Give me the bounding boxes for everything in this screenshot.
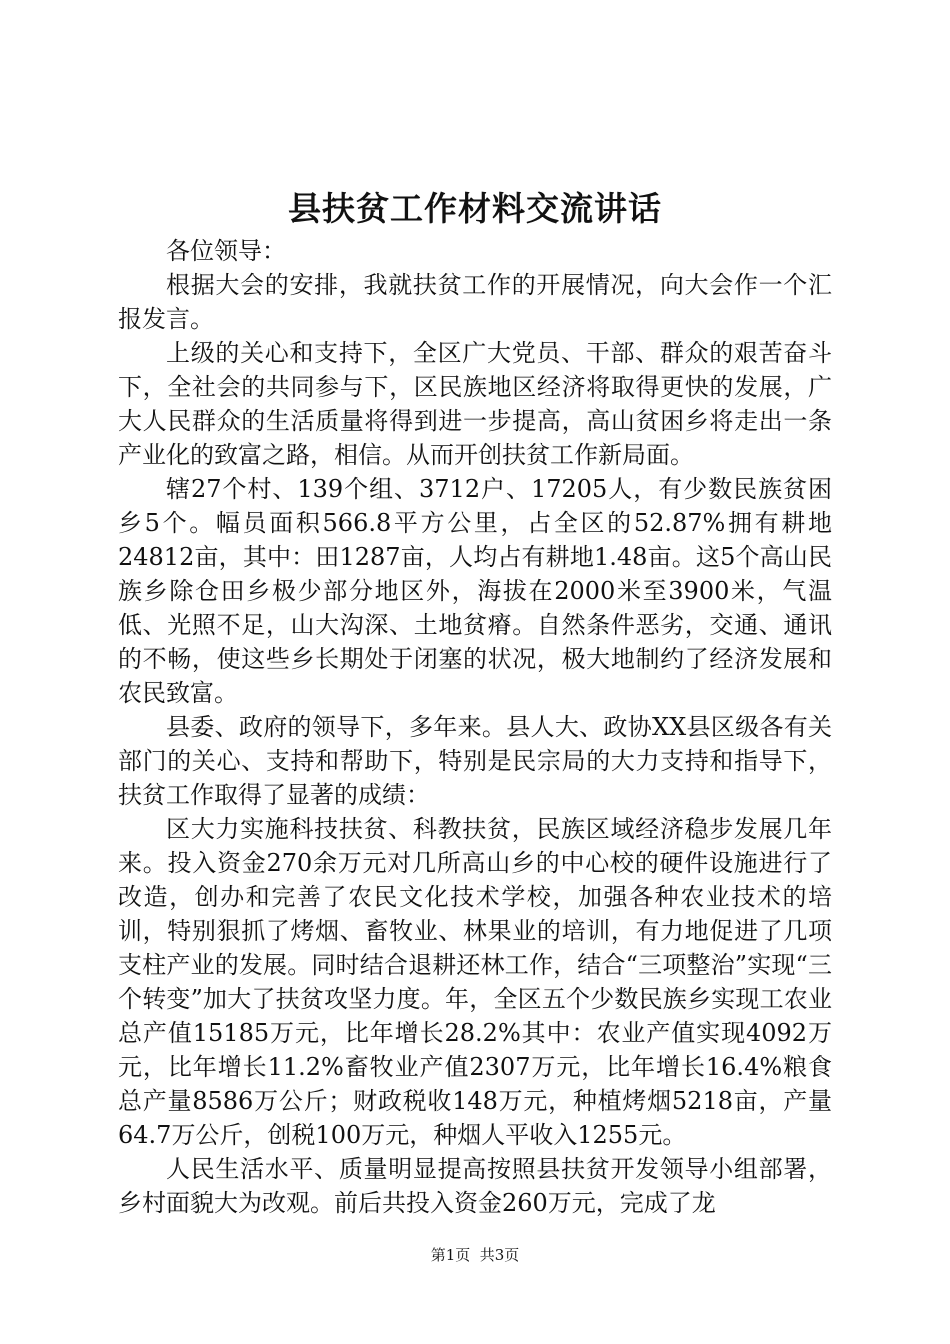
page-footer: 第1页 共3页 bbox=[430, 1246, 520, 1264]
salutation: 各位领导： bbox=[166, 237, 286, 265]
body-paragraph: 根据大会的安排，我就扶贫工作的开展情况，向大会作一个汇报发言。 bbox=[118, 271, 832, 333]
body-paragraph: 人民生活水平、质量明显提高按照县扶贫开发领导小组部署，乡村面貌大为改观。前后共投入资金260万元，完成了龙 bbox=[118, 1155, 832, 1217]
document-body bbox=[118, 234, 832, 1220]
body-paragraph: 辖27个村、139个组、3712户、17205人，有少数民族贫困乡5个。幅员面积566.8平方公里，占全区的52.87%拥有耕地24812亩，其中：田1287亩，人均占有耕地1.48亩。这5个高山民族乡除仓田乡极少部分地区外，海拔在2000米至3900米，气温低、光照不足，山大沟深、土地贫瘠。自然条件恶劣，交通、通讯的不畅，使这些乡长期处于闭塞的状况，极大地制约了经济发展和农民致富。 bbox=[118, 475, 832, 707]
document-title: 县扶贫工作材料交流讲话 bbox=[288, 189, 662, 228]
body-paragraph: 县委、政府的领导下，多年来。县人大、政协XX县区级各有关部门的关心、支持和帮助下，特别是民宗局的大力支持和指导下，扶贫工作取得了显著的成绩： bbox=[118, 713, 832, 809]
body-paragraph: 上级的关心和支持下，全区广大党员、干部、群众的艰苦奋斗下，全社会的共同参与下，区民族地区经济将取得更快的发展，广大人民群众的生活质量将得到进一步提高，高山贫困乡将走出一条产业化的致富之路，相信。从而开创扶贫工作新局面。 bbox=[118, 339, 832, 469]
body-paragraph: 区大力实施科技扶贫、科教扶贫，民族区域经济稳步发展几年来。投入资金270余万元对几所高山乡的中心校的硬件设施进行了改造，创办和完善了农民文化技术学校，加强各种农业技术的培训，特别狠抓了烤烟、畜牧业、林果业的培训，有力地促进了几项支柱产业的发展。同时结合退耕还林工作，结合“三项整治”实现“三个转变”加大了扶贫攻坚力度。年，全区五个少数民族乡实现工农业总产值15185万元，比年增长28.2%其中：农业产值实现4092万元，比年增长11.2%畜牧业产值2307万元，比年增长16.4%粮食总产量8586万公斤；财政税收148万元，种植烤烟5218亩，产量64.7万公斤，创税100万元，种烟人平收入1255元。 bbox=[118, 815, 832, 1149]
